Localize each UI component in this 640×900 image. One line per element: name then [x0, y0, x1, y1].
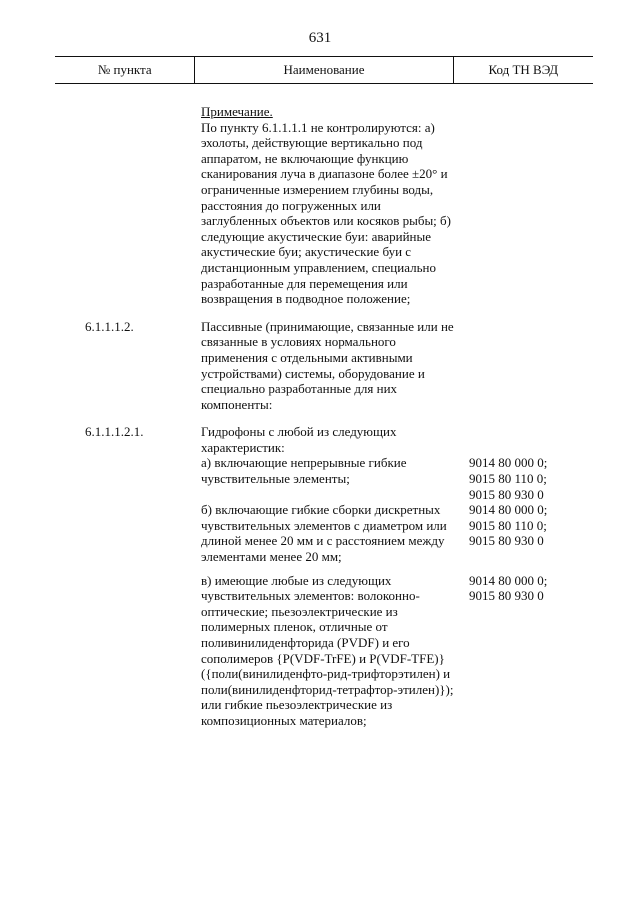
- code-value: 9015 80 110 0;: [469, 471, 547, 487]
- sub-item: [0, 502, 640, 564]
- code-value: 9014 80 000 0;: [469, 502, 548, 518]
- code-value: 9015 80 930 0: [469, 486, 544, 502]
- sub-item: [0, 455, 640, 502]
- code-list: [469, 502, 547, 564]
- table-row: [0, 424, 640, 455]
- table-body: [0, 104, 640, 729]
- note-row: [0, 104, 640, 307]
- code-value: 9015 80 110 0;: [469, 517, 547, 533]
- item-name: Гидрофоны с любой из следующих характеристик:: [201, 424, 397, 455]
- page-number: 631: [308, 30, 332, 46]
- item-number: 6.1.1.1.2.1.: [85, 424, 144, 440]
- table-row: [0, 319, 640, 413]
- code-value: 9015 80 930 0: [469, 533, 544, 549]
- header-name-column: Наименование: [195, 57, 453, 83]
- table-header: [55, 56, 593, 84]
- code-list: [469, 455, 547, 502]
- code-value: 9014 80 000 0;: [469, 455, 548, 471]
- code-value: 9014 80 000 0;: [469, 572, 548, 588]
- sub-item-text: а) включающие непрерывные гибкие чувствительные элементы;: [201, 455, 407, 487]
- note-title: Примечание.: [201, 104, 273, 119]
- sub-item: [0, 573, 640, 729]
- code-value: 9015 80 930 0: [469, 588, 544, 604]
- item-number: 6.1.1.1.2.: [85, 318, 134, 334]
- sub-item-text: в) имеющие любые из следующих чувствительных элементов: волоконно-оптические; пьезоэлектрические из полимерных пленок, отличные от поливинилиденфторида (PVDF) и его сополимеров {P(VDF-TrFE) и P(VDF-TFE)} ({поли(винилиденфто-рид-трифторэтилен) и поли(винилиденфторид-тетрафтор-этилен)}); или гибкие пьезоэлектрические из композиционных материалов;: [201, 572, 454, 728]
- code-list: [469, 573, 547, 729]
- header-code-column: Код ТН ВЭД: [488, 62, 559, 77]
- sub-item-text: б) включающие гибкие сборки дискретных чувствительных элементов с диаметром или длиной менее 20 мм и с расстоянием между элементами менее 20 мм;: [201, 502, 447, 565]
- note-text: По пункту 6.1.1.1.1 не контролируются: а) эхолоты, действующие вертикально под аппаратом, не включающие функцию сканирования луча в диапазоне более ±20° и ограниченные измерением глубины воды, расстояния до погруженных или заглубленных объектов или косяков рыбы; б) следующие акустические буи: аварийные акустические буи; акустические буи с дистанционным управлением, специально разработанные для перемещения или возвращения в подводное положение;: [201, 119, 451, 307]
- item-name: Пассивные (принимающие, связанные или не связанные в условиях нормального применения с отдельными активными устройствами) системы, оборудование и специально разработанные для них компоненты:: [201, 318, 454, 412]
- header-number-column: № пункта: [55, 57, 195, 83]
